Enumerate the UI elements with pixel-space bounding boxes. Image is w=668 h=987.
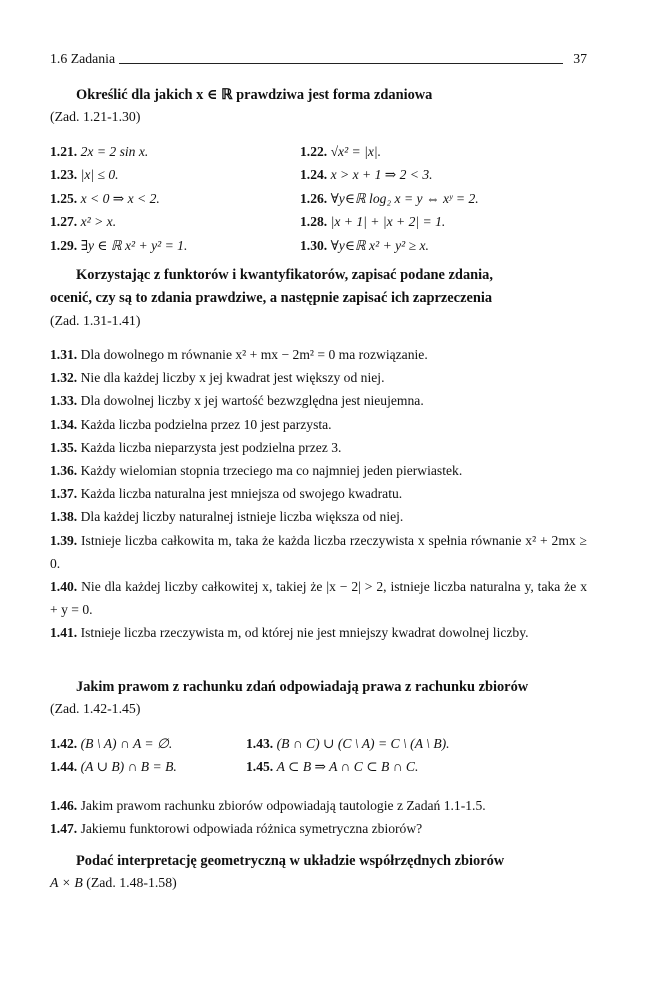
exercise-1-22: 1.22. √x² = |x|.	[300, 144, 382, 159]
exercise-1-32: 1.32. Nie dla każdej liczby x jej kwadrat jest większy od niej.	[50, 370, 385, 386]
exercise-1-33: 1.33. Dla dowolnej liczby x jej wartość bezwzględna jest nieujemna.	[50, 393, 424, 409]
section-heading-3	[50, 676, 587, 699]
section-heading-4	[50, 850, 587, 873]
exercise-1-39: 1.39. Istnieje liczba całkowita m, taka że każda liczba rzeczywista x spełnia równanie x² + 2mx ≥ 0.	[50, 532, 587, 571]
exercise-1-35: 1.35. Każda liczba nieparzysta jest podzielna przez 3.	[50, 439, 342, 455]
cartesian-product-expr: A × B	[50, 875, 83, 890]
running-header	[50, 49, 587, 67]
page-number: 37	[573, 51, 587, 66]
exercise-1-26: 1.26. ∀y∈ℝ log₂ x = y ⇔ xʸ = 2.	[300, 190, 479, 206]
exercise-1-45: 1.45. A ⊂ B ⇒ A ∩ C ⊂ B ∩ C.	[246, 759, 419, 775]
exercise-grid-3	[50, 736, 587, 783]
exercise-1-31: 1.31. Dla dowolnego m równanie x² + mx − 2m² = 0 ma rozwiązanie.	[50, 347, 428, 362]
exercise-range-ref-1: (Zad. 1.21-1.30)	[50, 109, 141, 124]
heading-1-text: Określić dla jakich x ∈ ℝ prawdziwa jest forma zdaniowa	[76, 87, 433, 103]
exercise-1-37: 1.37. Każda liczba naturalna jest mniejsza od swojego kwadratu.	[50, 486, 403, 502]
header-rule	[119, 63, 563, 64]
exercise-range-ref-4: (Zad. 1.48-1.58)	[86, 875, 177, 890]
exercise-1-23: 1.23. |x| ≤ 0.	[50, 167, 119, 183]
exercise-1-42: 1.42. (B \ A) ∩ A = ∅.	[50, 736, 173, 751]
heading-4-line-1: Podać interpretację geometryczną w układzie współrzędnych zbiorów	[76, 853, 505, 869]
section-title: 1.6 Zadania	[50, 51, 116, 66]
section-heading-2	[50, 264, 587, 310]
heading-3-text: Jakim prawom z rachunku zdań odpowiadają prawa z rachunku zbiorów	[76, 679, 529, 695]
heading-4-line-2	[50, 875, 177, 891]
exercise-range-ref-3: (Zad. 1.42-1.45)	[50, 701, 141, 716]
exercise-1-29: 1.29. ∃y ∈ ℝ x² + y² = 1.	[50, 237, 188, 253]
exercise-1-34: 1.34. Każda liczba podzielna przez 10 jest parzysta.	[50, 416, 332, 432]
exercise-1-44: 1.44. (A ∪ B) ∩ B = B.	[50, 759, 177, 775]
exercise-1-47: 1.47. Jakiemu funktorowi odpowiada różnica symetryczna zbiorów?	[50, 821, 423, 837]
exercise-row	[50, 238, 587, 261]
exercise-row	[50, 191, 587, 214]
exercise-range-ref-2: (Zad. 1.31-1.41)	[50, 313, 141, 328]
exercise-row	[50, 167, 587, 190]
exercise-1-28: 1.28. |x + 1| + |x + 2| = 1.	[300, 214, 446, 230]
exercise-1-40: 1.40. Nie dla każdej liczby całkowitej x, takiej że |x − 2| > 2, istnieje liczba naturalna y, taka że x + y = 0.	[50, 579, 588, 618]
exercise-row	[50, 759, 587, 782]
exercise-1-36: 1.36. Każdy wielomian stopnia trzeciego ma co najmniej jeden pierwiastek.	[50, 463, 463, 479]
exercise-1-30: 1.30. ∀y∈ℝ x² + y² ≥ x.	[300, 237, 429, 253]
exercise-1-43: 1.43. (B ∩ C) ∪ (C \ A) = C \ (A \ B).	[246, 736, 450, 751]
heading-2-line-2: ocenić, czy są to zdania prawdziwe, a następnie zapisać ich zaprzeczenia	[50, 290, 493, 306]
exercise-1-46: 1.46. Jakim prawom rachunku zbiorów odpowiadają tautologie z Zadań 1.1-1.5.	[50, 798, 486, 813]
exercise-1-38: 1.38. Dla każdej liczby naturalnej istnieje liczba większa od niej.	[50, 509, 404, 525]
section-heading-1	[50, 84, 587, 107]
exercise-1-27: 1.27. x² > x.	[50, 214, 117, 230]
exercise-1-21: 1.21. 2x = 2 sin x.	[50, 144, 149, 159]
exercise-list-2	[50, 343, 587, 645]
exercise-1-24: 1.24. x > x + 1 ⇒ 2 < 3.	[300, 167, 433, 183]
exercise-row	[50, 144, 587, 167]
exercise-grid-1	[50, 144, 587, 261]
exercise-row	[50, 736, 587, 759]
exercise-list-4	[50, 794, 587, 840]
heading-2-line-1: Korzystając z funktorów i kwantyfikatorów, zapisać podane zdania,	[76, 267, 493, 283]
exercise-1-25: 1.25. x < 0 ⇒ x < 2.	[50, 190, 160, 206]
exercise-1-41: 1.41. Istnieje liczba rzeczywista m, od której nie jest mniejszy kwadrat dowolnej liczby.	[50, 625, 529, 641]
exercise-row	[50, 214, 587, 237]
